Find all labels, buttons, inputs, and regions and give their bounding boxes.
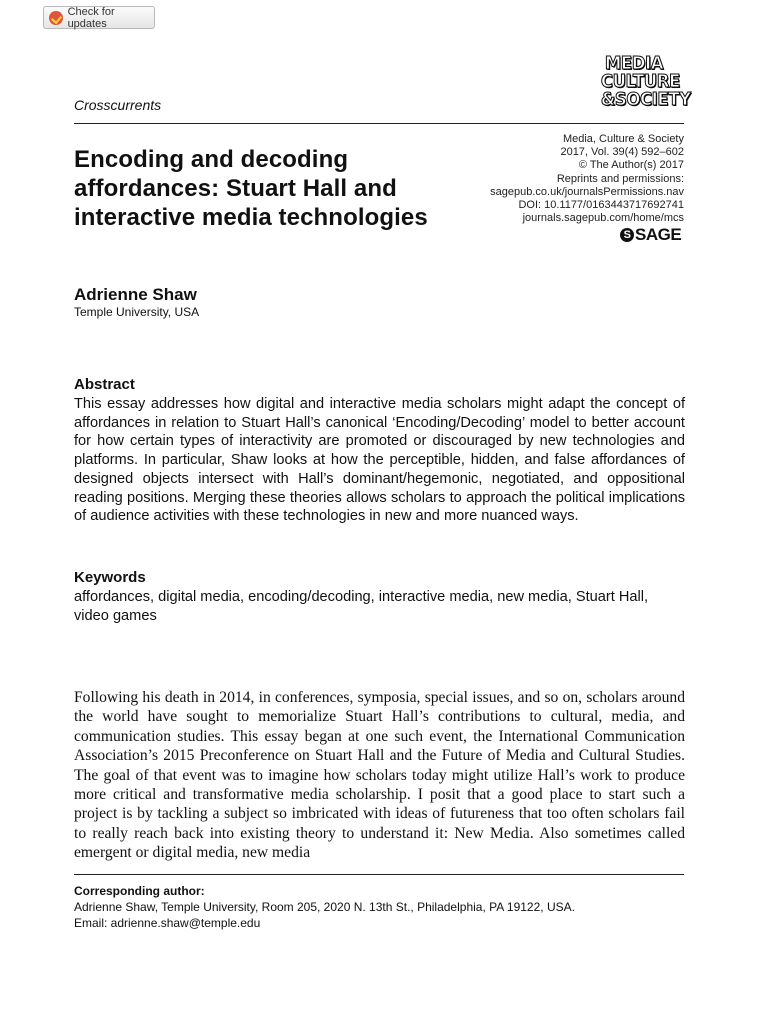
journal-link[interactable]: journals.sagepub.com/home/mcs bbox=[522, 212, 684, 225]
header-divider bbox=[74, 123, 684, 124]
body-paragraph: Following his death in 2014, in conferences, symposia, special issues, and so on, scholars around the world have sought to memorialize Stuart Hall’s contributions to cultural, media, and communication studies. This essay began at one such event, the International Communication Association’s 2015 Preconference on Stuart Hall and the Future of Media and Cultural Studies. The goal of that event was to imagine how scholars today might utilize Hall’s work to produce more critical and transformative media scholarship. I posit that a good place to start such a project is by tackling a subject so imbricated with ideas of futureness that too often scholars fail to really reach back into existing theory to understand it: New Media. Also sometimes called emergent or digital media, new media bbox=[74, 689, 685, 862]
check-updates-label: Check for updates bbox=[67, 5, 115, 30]
corresponding-author-address: Adrienne Shaw, Temple University, Room 205, 2020 N. 13th St., Philadelphia, PA 19122, USA. bbox=[74, 900, 575, 914]
abstract-heading: Abstract bbox=[74, 376, 135, 393]
abstract-text: This essay addresses how digital and interactive media scholars might adapt the concept of affordances in relation to Stuart Hall’s canonical ‘Encoding/Decoding’ model to better account for how certain types of interactivity are promoted or discouraged by new technologies and platforms. In particular, Shaw looks at how the perceptible, hidden, and false affordances of designed objects intersect with Hall’s dominant/hegemonic, negotiated, and oppositional reading positions. Merging these theories allows scholars to approach the political implications of audience activities with these technologies in new and more nuanced ways. bbox=[74, 396, 685, 525]
corresponding-author-email[interactable]: Email: adrienne.shaw@temple.edu bbox=[74, 916, 261, 930]
permissions-link[interactable]: sagepub.co.uk/journalsPermissions.nav bbox=[490, 185, 684, 198]
journal-name: Media, Culture & Society bbox=[562, 133, 684, 145]
check-for-updates-button[interactable] bbox=[43, 6, 155, 29]
sage-logo bbox=[620, 225, 681, 245]
journal-logo bbox=[598, 53, 691, 113]
journal-logo-line: MEDIA bbox=[604, 53, 664, 74]
section-label: Crosscurrents bbox=[74, 97, 162, 113]
sage-name: SAGE bbox=[635, 225, 682, 244]
keywords-heading: Keywords bbox=[74, 569, 146, 586]
sage-mark-icon: S bbox=[620, 228, 634, 242]
article-title: Encoding and decoding affordances: Stuart Hall and interactive media technologies bbox=[74, 146, 428, 231]
doi[interactable]: DOI: 10.1177/0163443717692741 bbox=[518, 199, 684, 212]
author-affiliation: Temple University, USA bbox=[74, 305, 200, 319]
journal-issue: 2017, Vol. 39(4) 592–602 bbox=[560, 146, 684, 159]
journal-logo-line: CULTURE bbox=[600, 71, 680, 92]
journal-meta bbox=[490, 133, 684, 225]
footnote-divider bbox=[74, 874, 684, 875]
keywords-text: affordances, digital media, encoding/decoding, interactive media, new media, Stuart Hall, video games bbox=[74, 589, 649, 624]
corresponding-author-heading: Corresponding author: bbox=[74, 884, 205, 898]
check-updates-icon bbox=[49, 11, 63, 25]
author-name: Adrienne Shaw bbox=[74, 285, 197, 304]
journal-logo-line: &SOCIETY bbox=[600, 89, 691, 110]
reprints-label: Reprints and permissions: bbox=[556, 172, 684, 185]
copyright-notice: © The Author(s) 2017 bbox=[578, 159, 684, 172]
